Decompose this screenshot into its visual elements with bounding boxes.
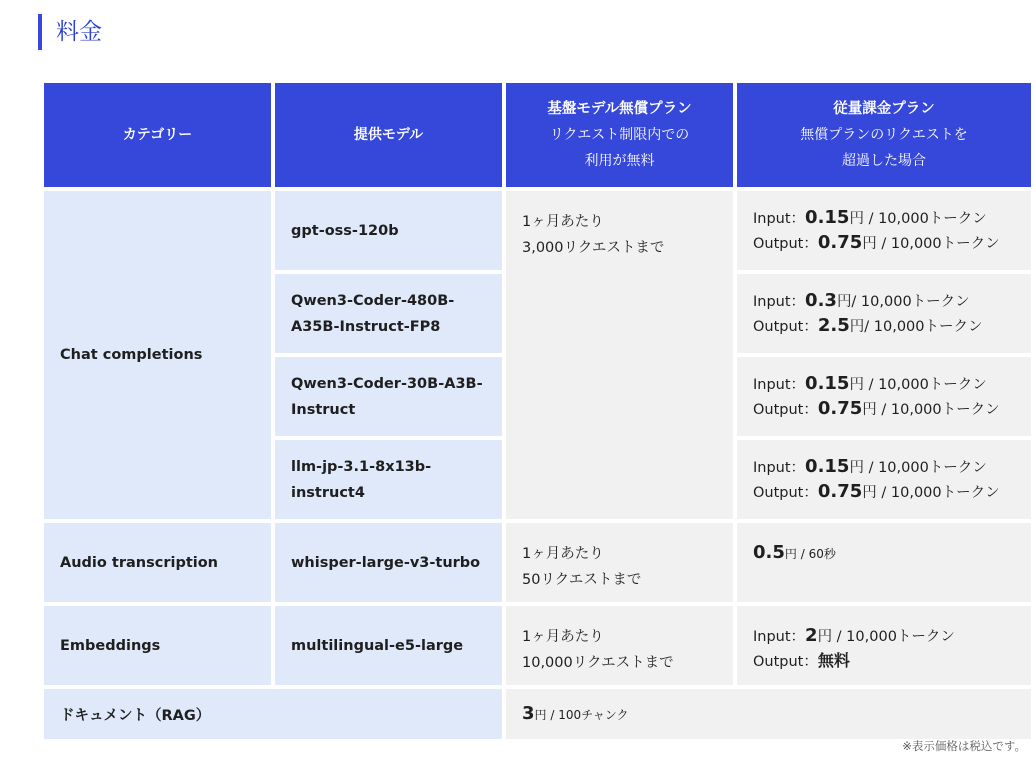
header-free-line-3: 利用が無料 [584,153,655,169]
input-label: Input： [753,293,806,310]
model-cell [275,191,502,270]
free-plan-chat [506,191,733,519]
model-name: llm-jp-3.1-8x13b- [291,458,432,475]
input-label: Input： [753,210,806,227]
price-cell [737,357,1031,436]
header-free-line-1: 基盤モデル無償プラン [547,101,692,117]
header-paid-line-2: 無償プランのリクエストを [800,127,968,143]
price-input-line [753,372,1031,397]
price-output-line [753,480,1031,505]
output-label: Output： [753,235,818,252]
title-accent-bar [38,14,42,50]
output-price: 0.75 [817,231,863,253]
input-price: 0.3 [805,289,837,311]
header-paid-line-3: 超過した場合 [842,153,926,169]
output-price: 0.75 [817,397,863,419]
output-label: Output： [753,484,818,501]
header-free-line-2: リクエスト制限内での [549,127,690,143]
price-cell [737,274,1031,353]
category-audio: Audio transcription [44,523,271,602]
input-price: 0.15 [805,372,850,394]
model-audio: whisper-large-v3-turbo [275,523,502,602]
free-plan-line-2: 10,000リクエストまで [522,655,674,671]
rag-price: 3 [522,702,535,724]
price-unit: 円 / 10,000トークン [862,484,1000,501]
header-paid-line-1: 従量課金プラン [833,101,935,117]
table-row [44,191,1031,270]
price-input-line [753,289,1031,314]
output-label: Output： [753,318,818,335]
price-unit: 円 / 10,000トークン [817,629,955,645]
header-category: カテゴリー [44,83,271,187]
price-output-line [753,397,1031,422]
price-unit: 円 / 10,000トークン [849,210,987,227]
category-chat: Chat completions [44,191,271,519]
price-input-line [753,206,1031,231]
price-unit: 円 / 10,000トークン [849,459,987,476]
model-embeddings: multilingual-e5-large [275,606,502,685]
pricing-table [40,79,1035,743]
table-row [44,689,1031,739]
price-output-line [753,231,1031,256]
price-unit: 円/ 10,000トークン [836,293,970,310]
price-unit: 円 / 10,000トークン [862,235,1000,252]
input-price: 0.15 [805,455,850,477]
free-plan-audio [506,523,733,602]
free-plan-embeddings [506,606,733,685]
price-embeddings [737,606,1031,685]
price-cell [737,440,1031,519]
model-cell [275,440,502,519]
free-plan-line-1: 1ヶ月あたり [522,214,604,230]
free-plan-line-2: 50リクエストまで [522,572,642,588]
price-unit: 円 / 100チャンク [534,707,629,722]
input-price: 2 [805,625,818,646]
header-free-plan [506,83,733,187]
price-unit: 円/ 10,000トークン [849,318,983,335]
model-cell [275,274,502,353]
header-row [44,83,1031,187]
price-audio [737,523,1031,602]
model-name: Qwen3-Coder-480B- [291,292,455,309]
input-label: Input： [753,376,806,393]
price-input-line [753,455,1031,480]
price-unit: 円 / 10,000トークン [862,401,1000,418]
category-embeddings: Embeddings [44,606,271,685]
page-title: 料金 [56,19,102,45]
free-plan-line-1: 1ヶ月あたり [522,546,604,562]
price-cell [737,191,1031,270]
output-label: Output： [753,401,818,418]
input-price: 0.15 [805,206,850,228]
price-rag [506,689,1031,739]
price-unit: 円 / 10,000トークン [849,376,987,393]
tax-footnote: ※表示価格は税込です。 [902,739,1026,753]
price-output-line [753,314,1031,339]
model-name: Qwen3-Coder-30B-A3B- [291,375,483,392]
category-rag: ドキュメント（RAG） [44,689,502,739]
table-row [44,606,1031,685]
model-name: gpt-oss-120b [291,222,399,239]
audio-price: 0.5 [753,542,785,563]
output-price: 無料 [817,651,850,670]
input-label: Input： [753,459,806,476]
output-price: 0.75 [817,480,863,502]
price-output-line [753,649,1031,674]
free-plan-line-1: 1ヶ月あたり [522,629,604,645]
model-name-cont: Instruct [291,401,356,418]
price-unit: 円 / 60秒 [784,547,836,561]
model-name-cont: A35B-Instruct-FP8 [291,318,441,335]
input-label: Input： [753,629,806,645]
output-label: Output： [753,654,818,670]
header-model: 提供モデル [275,83,502,187]
free-plan-line-2: 3,000リクエストまで [522,240,665,256]
model-cell [275,357,502,436]
model-name-cont: instruct4 [291,484,365,501]
table-row [44,523,1031,602]
header-paid-plan [737,83,1031,187]
output-price: 2.5 [817,314,850,336]
price-input-line [753,624,1031,649]
